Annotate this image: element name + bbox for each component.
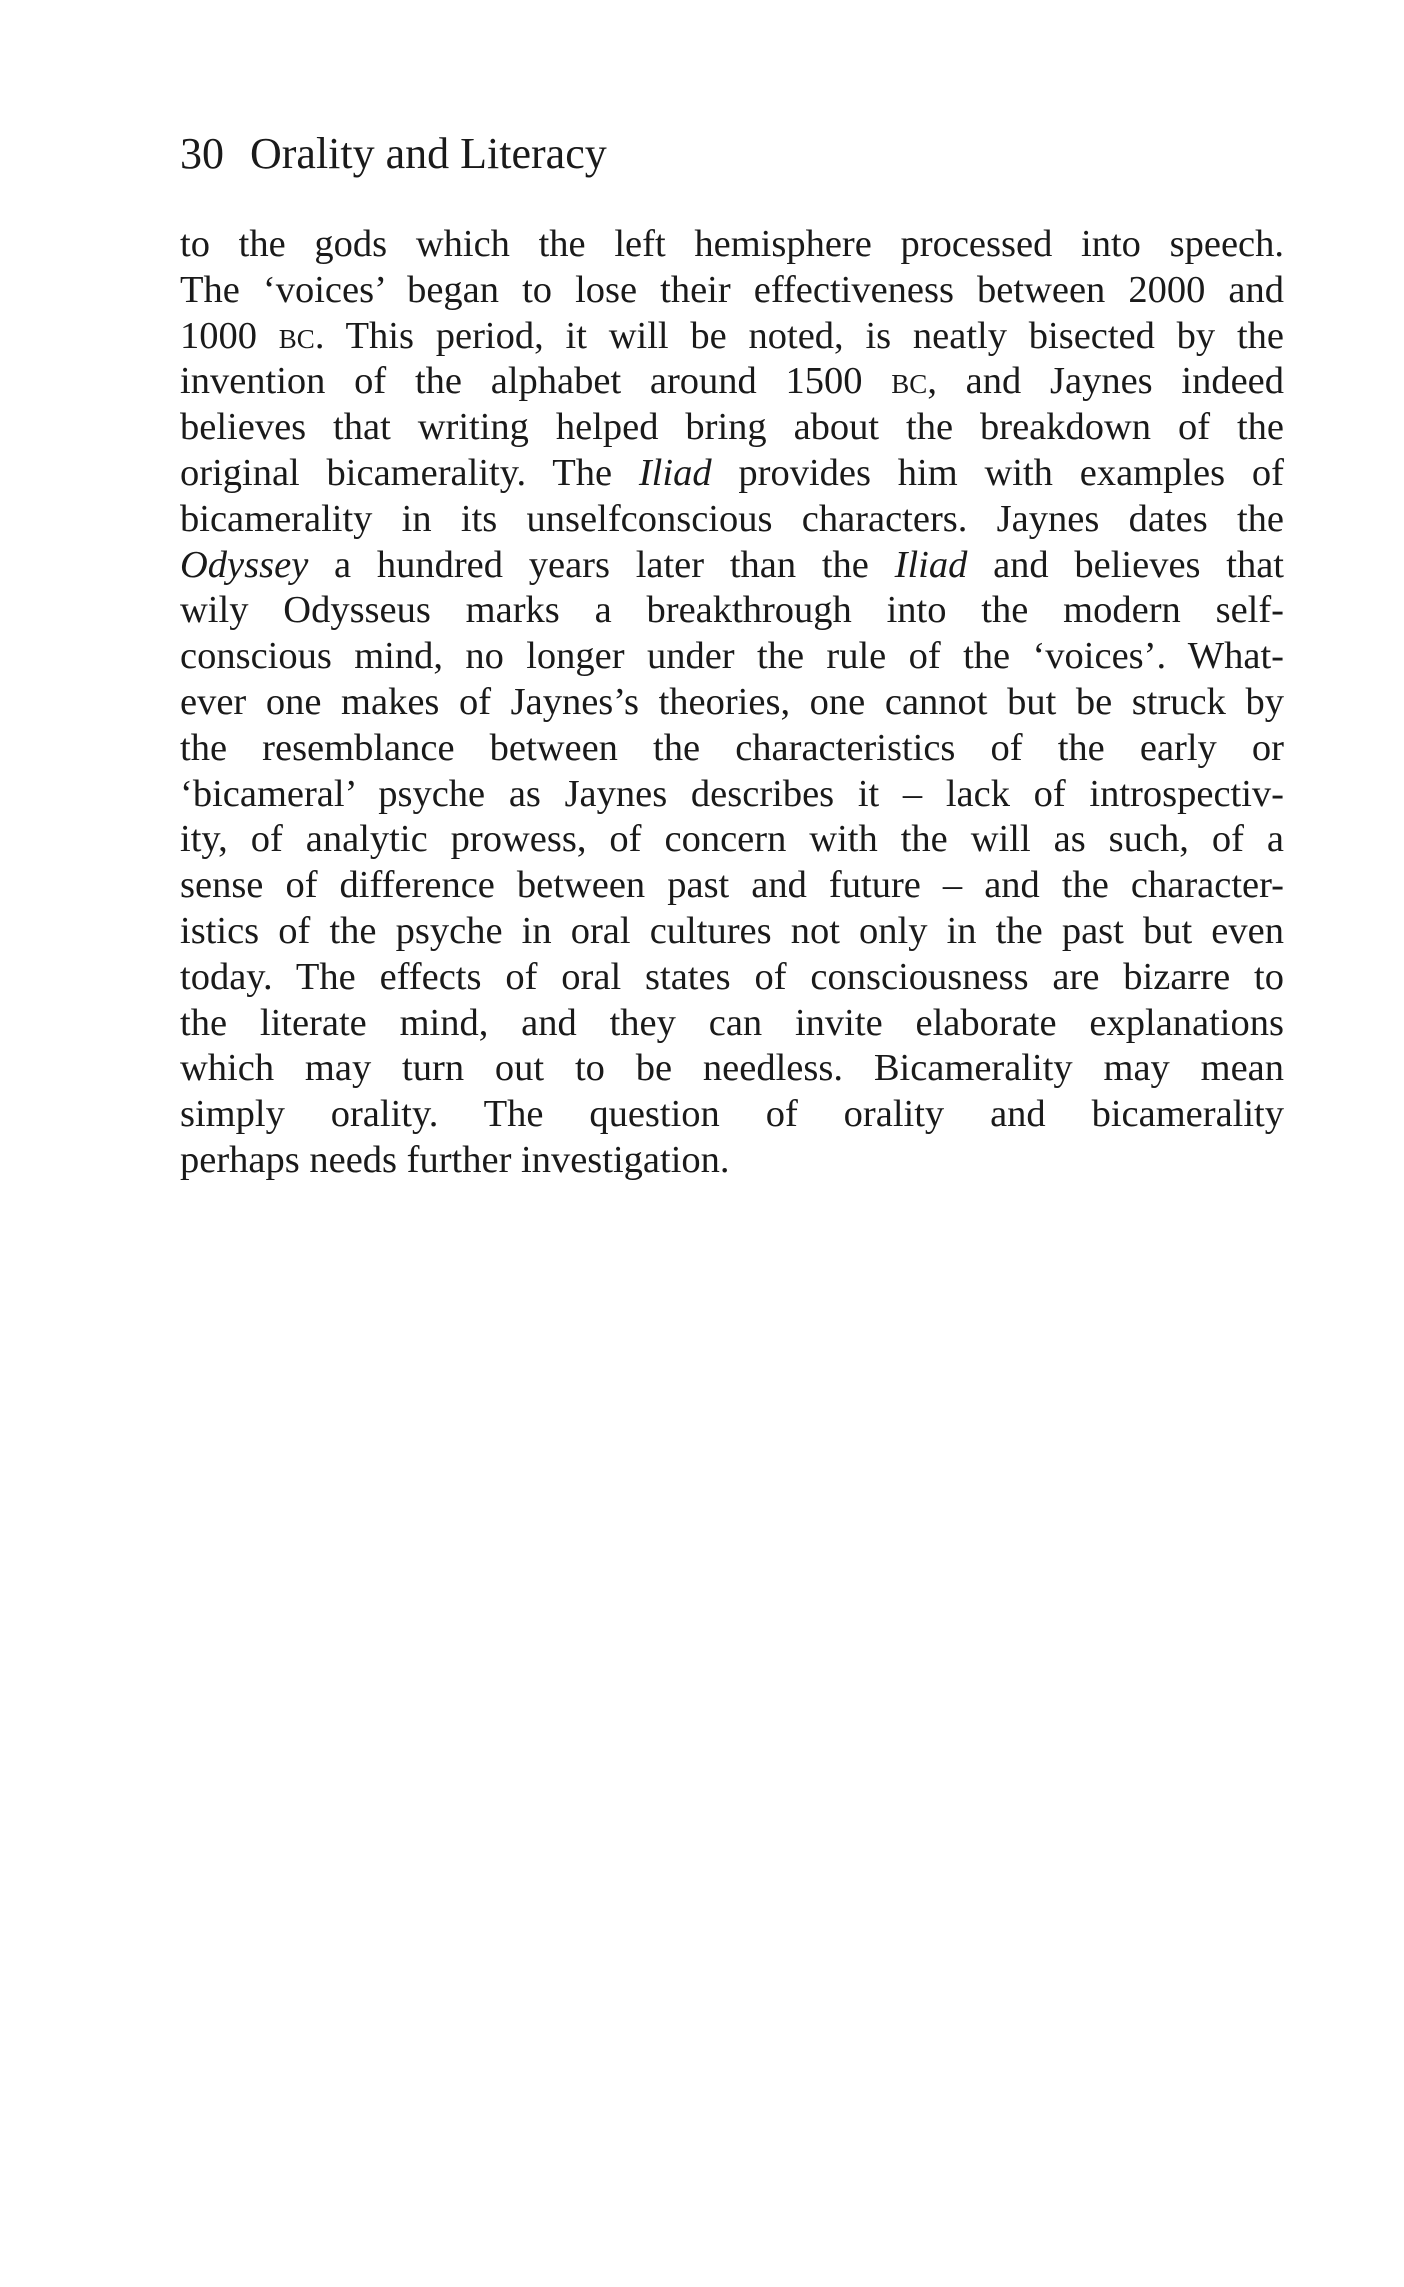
text-line: which may turn out to be needless. Bicamerality may mean: [180, 1047, 1284, 1090]
era-abbreviation: bc: [891, 360, 928, 403]
era-abbreviation: bc: [278, 314, 315, 357]
running-head: [180, 128, 607, 180]
text-line: to the gods which the left hemisphere processed into speech.: [180, 223, 1284, 265]
text-line: The ‘voices’ began to lose their effectiveness between 2000 and: [180, 268, 1284, 311]
text-line: simply orality. The question of orality and bicamerality: [180, 1093, 1284, 1136]
text-line: the resemblance between the characteristics of the early or: [180, 726, 1284, 769]
page-number: 30: [180, 129, 224, 178]
text-line: believes that writing helped bring about the breakdown of the: [180, 406, 1284, 449]
body-paragraph: [180, 222, 1284, 1184]
text-line: ity, of analytic prowess, of concern with the will as such, of a: [180, 818, 1284, 861]
text-line: bicamerality in its unselfconscious characters. Jaynes dates the: [180, 497, 1284, 540]
running-head-title: Orality and Literacy: [250, 129, 607, 178]
text-line: istics of the psyche in oral cultures not only in the past but even: [180, 909, 1284, 952]
text-line: ‘bicameral’ psyche as Jaynes describes it – lack of introspectiv-: [180, 772, 1284, 815]
text-line: today. The effects of oral states of consciousness are bizarre to: [180, 955, 1284, 998]
text-line: sense of difference between past and future – and the character-: [180, 864, 1284, 907]
work-title-iliad: Iliad: [638, 451, 712, 494]
text-line: the literate mind, and they can invite elaborate explanations: [180, 1001, 1284, 1044]
work-title-odyssey: Odyssey: [180, 543, 309, 586]
text-line: ever one makes of Jaynes’s theories, one cannot but be struck by: [180, 680, 1284, 723]
text-line: original bicamerality. The Iliad provides him with examples of: [180, 451, 1284, 494]
text-line: wily Odysseus marks a breakthrough into the modern self-: [180, 589, 1284, 632]
text-line: 1000 bc. This period, it will be noted, is neatly bisected by the: [180, 314, 1284, 357]
work-title-iliad: Iliad: [894, 543, 968, 586]
text-line: Odyssey a hundred years later than the Iliad and believes that: [180, 543, 1285, 586]
text-line: perhaps needs further investigation.: [180, 1138, 730, 1181]
text-line: invention of the alphabet around 1500 bc, and Jaynes indeed: [180, 360, 1284, 403]
text-line: conscious mind, no longer under the rule of the ‘voices’. What-: [180, 635, 1284, 678]
